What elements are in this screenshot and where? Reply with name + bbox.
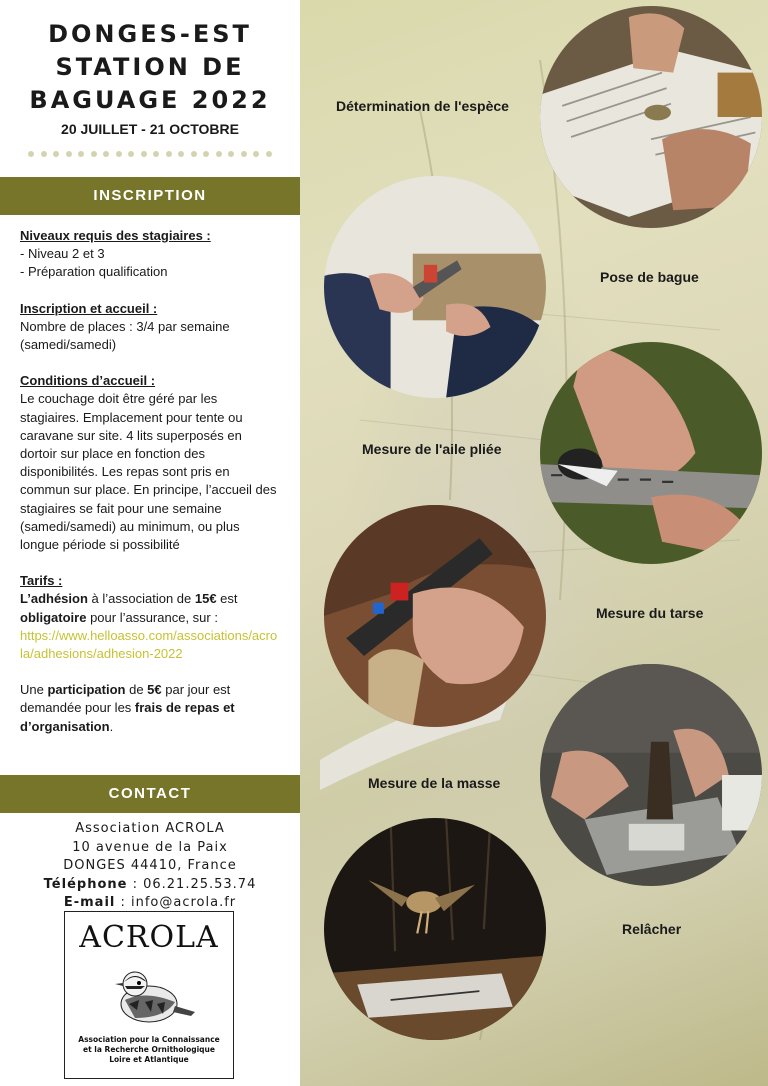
contact-block xyxy=(0,820,300,913)
bird-release-photo-icon xyxy=(324,818,546,1040)
bird-icon xyxy=(95,960,203,1028)
logo-subtitle: Association pour la Connaissance et la Recherche Ornithologique Loire et Atlantique xyxy=(78,1035,220,1064)
niveaux-item-2: - Préparation qualification xyxy=(20,264,168,280)
title-line-2: STATION DE xyxy=(55,53,245,81)
conditions-heading: Conditions d’accueil : xyxy=(20,373,156,389)
contact-address: 10 avenue de la Paix xyxy=(72,839,228,855)
title-line-1: DONGES-EST xyxy=(48,20,252,48)
conditions-text: Le couchage doit être géré par les stagiaires. Emplacement pour tente ou caravane sur site. 4 lits superposés en dortoir sur place en fonction des disponibilités. Les repas sont pris en commun sur place. En principe, l’accueil des stagiaires se fait pour une semaine (samedi/samedi) au minimum, ou plus longue période si possibilité xyxy=(20,391,277,553)
photo-pose-bague xyxy=(324,176,546,398)
page-title xyxy=(0,18,300,117)
photo-aile-pliee xyxy=(540,342,762,564)
photo-tarse xyxy=(324,505,546,727)
caption-masse: Mesure de la masse xyxy=(368,775,501,791)
caption-tarse: Mesure du tarse xyxy=(596,605,704,621)
caption-aile-pliee: Mesure de l'aile pliée xyxy=(362,441,502,457)
accueil-text: Nombre de places : 3/4 par semaine (samedi/samedi) xyxy=(20,318,230,353)
helloasso-link[interactable]: https://www.helloasso.com/associations/acrola/adhesions/adhesion-2022 xyxy=(20,627,278,662)
wing-ruler-photo-icon xyxy=(540,342,762,564)
accueil-heading: Inscription et accueil : xyxy=(20,300,158,316)
dates: 20 JUILLET - 21 OCTOBRE xyxy=(61,121,239,137)
caliper-tarsus-photo-icon xyxy=(324,505,546,727)
contact-city: DONGES 44410, France xyxy=(63,858,237,873)
contact-org: Association ACROLA xyxy=(75,821,225,836)
logo-name: ACROLA xyxy=(79,920,219,955)
ringing-pliers-photo-icon xyxy=(324,176,546,398)
niveaux-heading: Niveaux requis des stagiaires : xyxy=(20,228,211,243)
niveaux-item-1: - Niveau 2 et 3 xyxy=(20,246,105,262)
caption-relacher: Relâcher xyxy=(622,921,682,937)
photo-masse xyxy=(540,664,762,886)
contact-email[interactable]: E-mail : info@acrola.fr xyxy=(63,895,237,910)
adhesion-text: L’adhésion à l’association de 15€ est obligatoire pour l’assurance, sur : xyxy=(20,591,238,625)
participation-text: Une participation de 5€ par jour est demandée pour les frais de repas et d’organisation. xyxy=(20,682,235,734)
scale-weighing-photo-icon xyxy=(540,664,762,886)
contact-heading: CONTACT xyxy=(0,775,300,813)
inscription-heading: INSCRIPTION xyxy=(0,177,300,215)
acrola-logo xyxy=(64,911,234,1079)
photo-relacher xyxy=(324,818,546,1040)
dotted-divider xyxy=(28,151,272,159)
photo-panel xyxy=(300,0,768,1086)
contact-phone[interactable]: Téléphone : 06.21.25.53.74 xyxy=(43,876,257,892)
tarifs-heading: Tarifs : xyxy=(20,573,63,589)
book-with-bird-photo-icon xyxy=(540,6,762,228)
caption-determination: Détermination de l'espèce xyxy=(336,98,509,114)
caption-pose-bague: Pose de bague xyxy=(600,269,699,285)
title-line-3: BAGUAGE 2022 xyxy=(29,86,271,114)
left-column xyxy=(0,0,300,1086)
inscription-body xyxy=(20,227,280,736)
photo-determination xyxy=(540,6,762,228)
